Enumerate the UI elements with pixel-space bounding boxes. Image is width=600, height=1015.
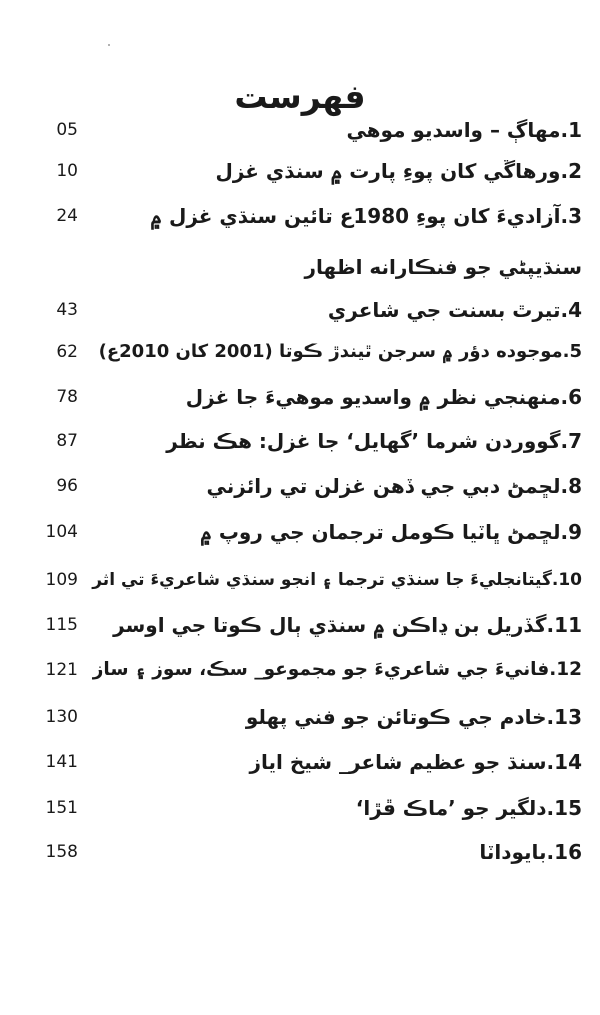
toc-entry-title: 3.آزاديءَ کان پوءِ 1980ع تائين سنڌي غزل ۾ xyxy=(150,204,582,228)
toc-entry xyxy=(0,832,600,872)
toc-entry xyxy=(0,512,600,552)
toc-entry-page-number: 158 xyxy=(45,842,78,862)
toc-entry-title: 2.ورهاڱي کان پوءِ پارت ۾ سنڌي غزل xyxy=(215,159,582,183)
toc-entry-page-number: 05 xyxy=(56,120,78,140)
toc-entry-page-number: 62 xyxy=(56,342,78,362)
toc-entry-page-number: 130 xyxy=(45,707,78,727)
toc-entry xyxy=(0,377,600,417)
page-title: فهرست xyxy=(234,77,366,117)
toc-entry-title: 5.موجوده دؤر ۾ سرجن ٿيندڙ ڪوتا (2001 کان 2010ع) xyxy=(98,341,582,362)
toc-entry-page-number: 10 xyxy=(56,161,78,181)
toc-entry-page-number: 151 xyxy=(45,798,78,818)
toc-entry xyxy=(0,196,600,236)
toc-entry xyxy=(0,650,600,690)
toc-entry xyxy=(0,151,600,191)
toc-entry xyxy=(0,742,600,782)
toc-entry-page-number: 24 xyxy=(56,206,78,226)
toc-entry-page-number: 115 xyxy=(45,615,78,635)
toc-entry-page-number: 109 xyxy=(45,570,78,590)
toc-entry-page-number: 141 xyxy=(45,752,78,772)
toc-entry-title: 13.خادم جي ڪوتائن جو فني پهلو xyxy=(245,705,582,729)
toc-entry xyxy=(0,466,600,506)
toc-entry-title: 12.فانيءَ جي شاعريءَ جو مجموعو_ سڪ، سوز ۽ ساز xyxy=(92,659,582,680)
toc-entry-title: 9.لڇمڻ ڀاٽيا ڪومل ترجمان جي روپ ۾ xyxy=(200,520,582,544)
toc-entry xyxy=(0,421,600,461)
toc-entry-title: سنڌيپڻي جو فنڪارانه اظهار xyxy=(304,255,582,279)
toc-entry-title: 16.بايوداٽا xyxy=(479,840,582,864)
toc-entry-title: 15.دلگير جو ’ماڪ ڦڙا‘ xyxy=(355,796,582,820)
toc-entry xyxy=(0,697,600,737)
toc-entry xyxy=(0,788,600,828)
toc-entry-page-number xyxy=(28,247,78,287)
toc-entry-title: 6.منهنجي نظر ۾ واسديو موهيءَ جا غزل xyxy=(185,385,582,409)
toc-entry-page-number: 43 xyxy=(56,300,78,320)
toc-entry xyxy=(0,605,600,645)
toc-entry xyxy=(0,290,600,330)
toc-entry-title: 4.تيرٿ بسنت جي شاعري xyxy=(327,298,582,322)
toc-entry-title: 7.گووردن شرما ’گهايل‘ جا غزل: هڪ نظر xyxy=(166,429,582,453)
toc-entry-page-number: 96 xyxy=(56,476,78,496)
scan-speck xyxy=(108,44,110,46)
toc-entry-page-number: 78 xyxy=(56,387,78,407)
toc-entry-title: 8.لڇمڻ دبي جي ڏهن غزلن تي رائزني xyxy=(206,474,582,498)
toc-entry-title: 14.سنڌ جو عظيم شاعر_ شيخ اياز xyxy=(249,750,582,774)
toc-entry-continuation xyxy=(0,247,600,287)
toc-entry xyxy=(0,560,600,600)
toc-entry-page-number: 104 xyxy=(45,522,78,542)
toc-entry-page-number: 87 xyxy=(56,431,78,451)
toc-entry-page-number: 121 xyxy=(45,660,78,680)
toc-entry xyxy=(0,332,600,372)
toc-entry xyxy=(0,110,600,150)
toc-entry-title: 11.گڏريل بن ڍاڪن ۾ سنڌي ٻال ڪوتا جي اوسر xyxy=(113,613,582,637)
toc-entry-title: 10.گيتانجليءَ جا سنڌي ترجما ۽ انجو سنڌي شاعريءَ تي اثر xyxy=(92,570,582,590)
toc-entry-title: 1.مهاڳ – واسديو موهي xyxy=(346,118,582,142)
